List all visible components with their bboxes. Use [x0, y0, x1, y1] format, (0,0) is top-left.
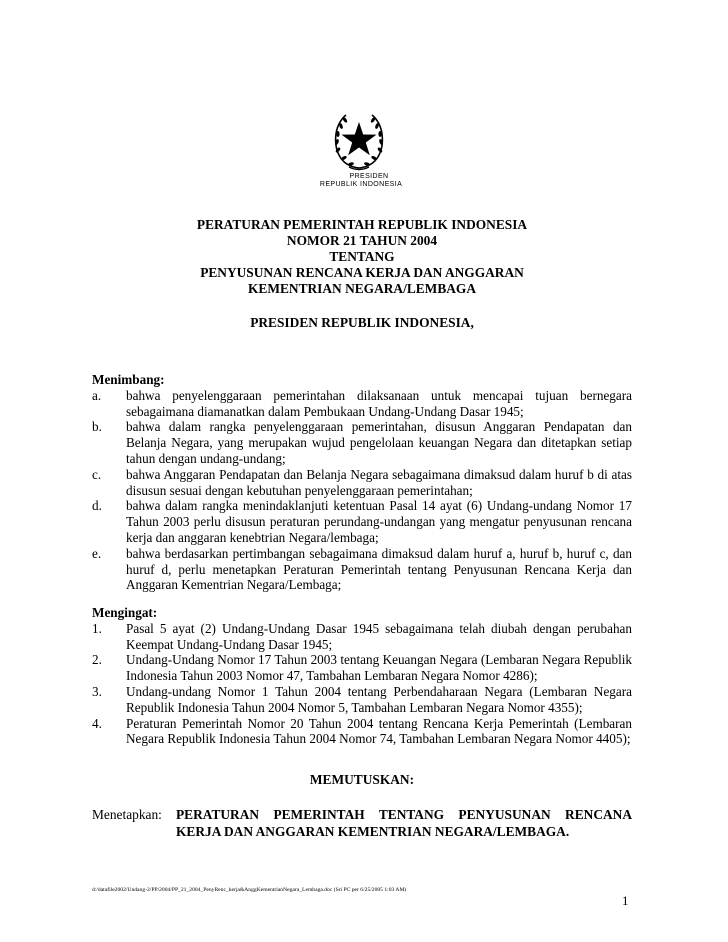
menetapkan-label: Menetapkan: — [92, 807, 162, 822]
title-line3: TENTANG — [329, 249, 395, 264]
memutuskan-heading: MEMUTUSKAN: — [309, 772, 415, 787]
garuda-star-emblem-icon — [332, 110, 386, 172]
page-number: 1 — [622, 893, 629, 908]
presidential-emblem — [304, 106, 414, 192]
list-item — [92, 419, 632, 466]
list-item — [92, 467, 632, 499]
list-marker: 3. — [92, 683, 102, 699]
title-line5: KEMENTRIAN NEGARA/LEMBAGA — [247, 281, 477, 296]
list-item — [92, 621, 632, 653]
list-text: bahwa dalam rangka penyelenggaraan pemerintahan, disusun Anggaran Pendapatan dan Belanja Negara, yang merupakan wujud pengelolaan keuangan Negara dan ditetapkan setiap tahun dengan undang-undang; — [126, 419, 632, 466]
list-text: Undang-undang Nomor 1 Tahun 2004 tentang Perbendaharaan Negara (Lembaran Negara Republik Indonesia Tahun 2004 Nomor 5, Tambahan Lembaran Negara Nomor 4355); — [126, 683, 632, 715]
list-item — [92, 546, 632, 593]
list-item — [92, 498, 632, 545]
list-item — [92, 652, 632, 684]
title-line1: PERATURAN PEMERINTAH REPUBLIK INDONESIA — [196, 217, 528, 232]
list-text: Undang-Undang Nomor 17 Tahun 2003 tentang Keuangan Negara (Lembaran Negara Republik Indonesia Tahun 2003 Nomor 47, Tambahan Lembaran Negara Nomor 4286); — [126, 652, 632, 684]
title-line4: PENYUSUNAN RENCANA KERJA DAN ANGGARAN — [200, 265, 524, 280]
list-text: Pasal 5 ayat (2) Undang-Undang Dasar 1945 sebagaimana telah diubah dengan perubahan Keempat Undang-Undang Dasar 1945; — [126, 620, 632, 652]
list-item — [92, 684, 632, 716]
list-marker: e. — [92, 545, 102, 561]
emblem-line1: PRESIDEN — [349, 173, 389, 180]
mengingat-section — [92, 605, 632, 747]
list-text: bahwa Anggaran Pendapatan dan Belanja Negara sebagaimana dimaksud dalam huruf b di atas disusun sesuai dengan kebutuhan penyelenggaraan pemerintahan; — [126, 466, 632, 498]
list-marker: b. — [92, 419, 102, 435]
list-marker: 1. — [92, 620, 102, 636]
menetapkan-line1: PERATURAN PEMERINTAH TENTANG PENYUSUNAN RENCANA — [176, 807, 632, 822]
menetapkan-line2: KERJA DAN ANGGARAN KEMENTRIAN NEGARA/LEMBAGA. — [176, 824, 570, 839]
list-marker: c. — [92, 466, 102, 482]
list-marker: d. — [92, 498, 102, 514]
list-text: Peraturan Pemerintah Nomor 20 Tahun 2004 tentang Rencana Kerja Pemerintah (Lembaran Negara Republik Indonesia Tahun 2004 Nomor 74, Tambahan Lembaran Negara Nomor 4405); — [126, 715, 632, 747]
footer-file-path: d:/datafile2002/Undang-2/PP/2004/PP_21_2004_PenyRenc_kerja&AnggKementrianNegara_Lembaga.doc (Sri PC per 6/25/2005 1:03 AM) — [92, 887, 407, 893]
mengingat-heading: Mengingat: — [92, 605, 158, 620]
title-line2: NOMOR 21 TAHUN 2004 — [286, 233, 438, 248]
document-title — [92, 217, 632, 297]
menimbang-section — [92, 372, 632, 593]
list-text: bahwa penyelenggaraan pemerintahan dilaksanaan untuk mencapai tujuan bernegara sebagaimana diamanatkan dalam Pembukaan Undang-Undang Dasar 1945; — [126, 387, 632, 419]
president-heading: PRESIDEN REPUBLIK INDONESIA, — [250, 315, 474, 330]
list-marker: a. — [92, 387, 102, 403]
list-item — [92, 716, 632, 748]
list-text: bahwa dalam rangka menindaklanjuti ketentuan Pasal 14 ayat (6) Undang-undang Nomor 17 Tahun 2003 perlu disusun peraturan perundang-undangan yang mengatur penyusunan rencana kerja dan anggaran kenebtrian Negara/lembaga; — [126, 498, 632, 545]
list-item — [92, 388, 632, 420]
list-text: bahwa berdasarkan pertimbangan sebagaimana dimaksud dalam huruf a, huruf b, huruf c, dan huruf d, perlu menetapkan Peraturan Pemerintah tentang Penyusunan Rencana Kerja dan Anggaran Kementrian Negara/Lembaga; — [126, 545, 632, 593]
emblem-line2: REPUBLIK INDONESIA — [319, 181, 403, 188]
list-marker: 2. — [92, 652, 102, 668]
list-marker: 4. — [92, 715, 102, 731]
menimbang-heading: Menimbang: — [92, 372, 165, 387]
